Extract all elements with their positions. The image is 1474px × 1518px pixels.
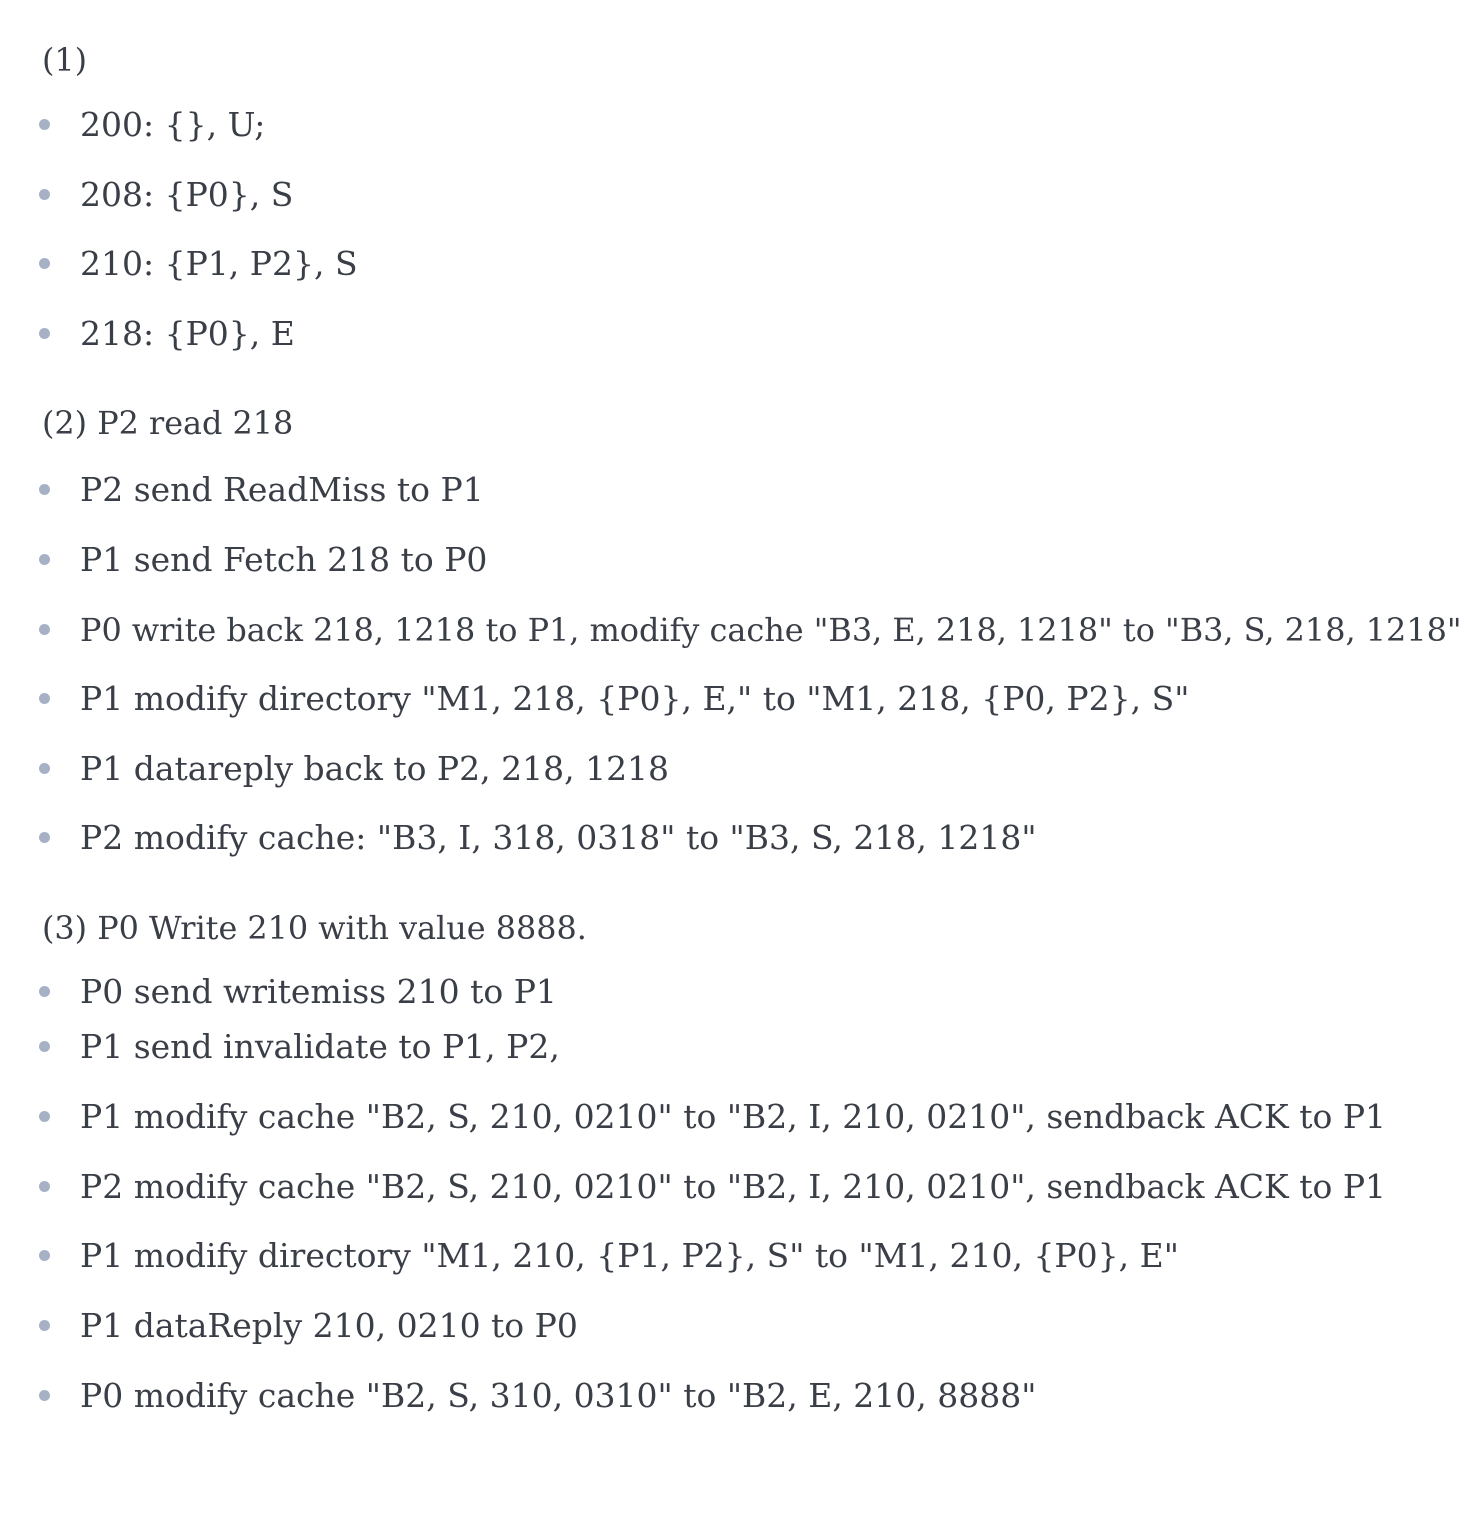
bullet-icon: [39, 258, 50, 269]
list-item: 208: {P0}, S: [42, 175, 1474, 245]
bullet-icon: [39, 189, 50, 200]
bullet-icon: [39, 119, 50, 130]
bullet-icon: [39, 1181, 50, 1192]
bullet-icon: [39, 763, 50, 774]
bullet-icon: [39, 1390, 50, 1401]
bullet-icon: [39, 986, 50, 997]
section-2-list: [42, 470, 1474, 888]
section-1-list: [42, 105, 1474, 383]
bullet-icon: [39, 484, 50, 495]
list-item: P2 modify cache: "B3, I, 318, 0318" to "B3, S, 218, 1218": [42, 818, 1474, 888]
list-item: P1 datareply back to P2, 218, 1218: [42, 749, 1474, 819]
list-item: 218: {P0}, E: [42, 314, 1474, 384]
bullet-icon: [39, 328, 50, 339]
list-item: P0 modify cache "B2, S, 310, 0310" to "B2, E, 210, 8888": [42, 1376, 1474, 1446]
section-heading-2: (2) P2 read 218: [42, 404, 294, 443]
list-item: P0 send writemiss 210 to P1: [42, 972, 1474, 1027]
list-item: P1 modify directory "M1, 218, {P0}, E," to "M1, 218, {P0, P2}, S": [42, 679, 1474, 749]
list-item: P1 modify directory "M1, 210, {P1, P2}, S" to "M1, 210, {P0}, E": [42, 1236, 1474, 1306]
bullet-icon: [39, 1041, 50, 1052]
list-item: P1 modify cache "B2, S, 210, 0210" to "B2, I, 210, 0210", sendback ACK to P1: [42, 1097, 1474, 1167]
list-item: P1 send Fetch 218 to P0: [42, 540, 1474, 610]
bullet-icon: [39, 693, 50, 704]
list-item: 200: {}, U;: [42, 105, 1474, 175]
section-heading-1: (1): [42, 41, 88, 79]
bullet-icon: [39, 1111, 50, 1122]
bullet-icon: [39, 1250, 50, 1261]
list-item: P1 send invalidate to P1, P2,: [42, 1027, 1474, 1097]
section-3-list: [42, 972, 1474, 1446]
list-item: P2 send ReadMiss to P1: [42, 470, 1474, 540]
bullet-icon: [39, 1320, 50, 1331]
bullet-icon: [39, 624, 50, 635]
bullet-icon: [39, 554, 50, 565]
list-item: P1 dataReply 210, 0210 to P0: [42, 1306, 1474, 1376]
section-heading-3: (3) P0 Write 210 with value 8888.: [42, 908, 587, 947]
bullet-icon: [39, 832, 50, 843]
list-item: P0 write back 218, 1218 to P1, modify cache "B3, E, 218, 1218" to "B3, S, 218, 1218": [42, 610, 1474, 680]
list-item: 210: {P1, P2}, S: [42, 244, 1474, 314]
list-item: P2 modify cache "B2, S, 210, 0210" to "B2, I, 210, 0210", sendback ACK to P1: [42, 1167, 1474, 1237]
